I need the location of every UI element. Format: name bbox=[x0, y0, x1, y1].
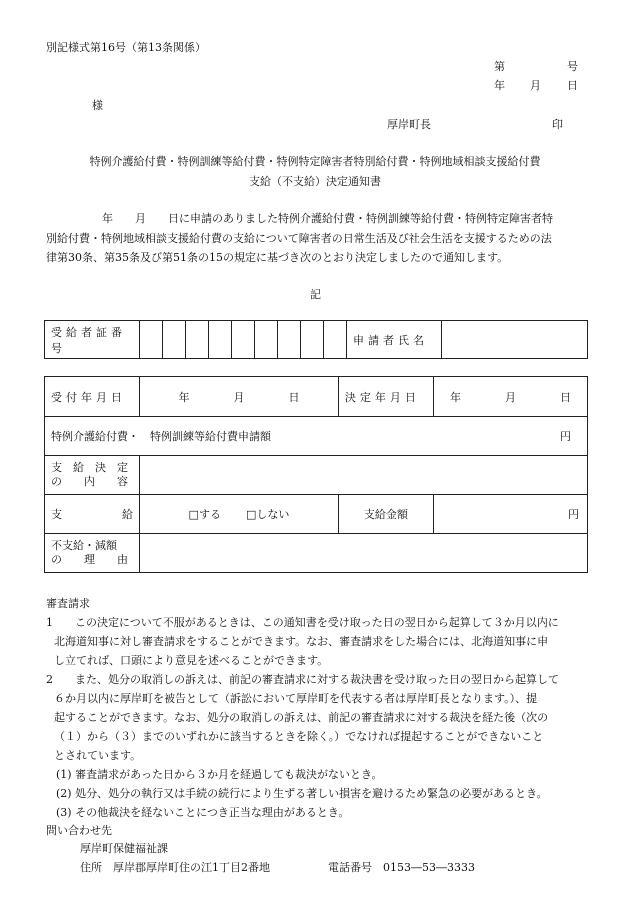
body-line-1: 年 月 日に申請のありました特例介護給付費・特例訓練等給付費・特例特定障害者特 bbox=[102, 212, 553, 225]
contact-phone: 電話番号 0153―53―3333 bbox=[328, 861, 475, 874]
decision-content-label-2: の 内 容 bbox=[51, 475, 128, 488]
appeal-heading: 審査請求 bbox=[46, 597, 90, 610]
appeal-p2-line: ６か月以内に厚岸町を被告として（訴訟において厚岸町を代表する者は厚岸町長となります。）、提 bbox=[54, 692, 538, 705]
received-date-label: 受付年月日 bbox=[45, 377, 140, 417]
date-month: 月 bbox=[530, 79, 541, 92]
body-line-2: 別給付費・特例地域相談支援給付費の支給について障害者の日常生活及び社会生活を支援するための法 bbox=[46, 232, 552, 245]
title-line-1: 特例介護給付費・特例訓練等給付費・特例特定障害者特別給付費・特例地域相談支援給付費 bbox=[89, 155, 541, 168]
applicant-table bbox=[44, 320, 588, 359]
cert-digit-9[interactable] bbox=[324, 321, 347, 359]
payment-label-b: 給 bbox=[122, 508, 133, 521]
reason-label-2: の 理 由 bbox=[51, 553, 128, 566]
payment-label bbox=[45, 495, 140, 534]
title-line-2: 支給（不支給）決定通知書 bbox=[249, 175, 381, 188]
applicant-name-field[interactable] bbox=[442, 321, 588, 359]
decision-date-value[interactable]: 年 月 日 bbox=[433, 377, 587, 417]
cert-digit-1[interactable] bbox=[140, 321, 163, 359]
payment-amount-label: 支給金額 bbox=[338, 495, 433, 534]
appeal-p2-line: （１）から（３）までのいずれかに該当するときを除く。）でなければ提起することができないこと bbox=[54, 730, 544, 743]
appeal-item: (2) 処分、処分の執行又は手続の続行により生ずる著しい損害を避けるため緊急の必要があるとき。 bbox=[56, 787, 548, 800]
decision-content-field[interactable] bbox=[140, 456, 588, 495]
addressee-sama: 様 bbox=[92, 99, 103, 112]
reason-label bbox=[45, 534, 140, 573]
cert-digit-8[interactable] bbox=[301, 321, 324, 359]
ki-heading: 記 bbox=[310, 288, 321, 301]
payment-label-a: 支 bbox=[51, 508, 62, 521]
contact-address: 住所 厚岸郡厚岸町住の江1丁目2番地 bbox=[80, 861, 270, 874]
decision-table bbox=[44, 376, 588, 573]
payment-options bbox=[140, 495, 339, 534]
appeal-p1-line: 北海道知事に対し審査請求をすることができます。なお、審査請求をした場合には、北海道知事に申 bbox=[54, 635, 549, 648]
decision-content-label-1: 支 給 決 定 bbox=[51, 461, 128, 474]
appeal-item: (1) 審査請求があった日から３か月を経過しても裁決がないとき。 bbox=[56, 768, 383, 781]
decision-content-label bbox=[45, 456, 140, 495]
cert-digit-3[interactable] bbox=[186, 321, 209, 359]
appeal-p2-line: とされています。 bbox=[54, 749, 142, 762]
cert-digit-7[interactable] bbox=[278, 321, 301, 359]
applicant-name-label: 申請者氏名 bbox=[347, 321, 442, 359]
cert-digit-6[interactable] bbox=[255, 321, 278, 359]
appeal-item: (3) その他裁決を経ないことにつき正当な理由があるとき。 bbox=[56, 806, 350, 819]
cert-number-label: 受給者証番号 bbox=[45, 321, 140, 359]
option-yes-checkbox[interactable]: □する bbox=[188, 508, 221, 521]
decision-date-label: 決定年月日 bbox=[338, 377, 433, 417]
appeal-p2-line: 2 また、処分の取消しの訴えは、前記の審査請求に対する裁決書を受け取った日の翌日から起算して bbox=[46, 673, 559, 686]
date-day: 日 bbox=[567, 79, 578, 92]
mayor-name: 厚岸町長 bbox=[387, 118, 431, 131]
date-year: 年 bbox=[494, 79, 505, 92]
appeal-p2-line: 起することができます。なお、処分の取消しの訴えは、前記の審査請求に対する裁決を経た後（次の bbox=[54, 711, 549, 724]
reason-field[interactable] bbox=[140, 534, 588, 573]
payment-amount-yen[interactable]: 円 bbox=[433, 495, 587, 534]
option-no-checkbox[interactable]: □しない bbox=[245, 508, 290, 521]
number-dai: 第 bbox=[494, 60, 505, 73]
amount-requested-label: 特例介護給付費・ 特例訓練等給付費申請額 bbox=[45, 417, 434, 456]
cert-digit-2[interactable] bbox=[163, 321, 186, 359]
contact-heading: 問い合わせ先 bbox=[46, 824, 112, 837]
appeal-p1-line: し立てれば、口頭により意見を述べることができます。 bbox=[54, 654, 329, 667]
reason-label-1: 不支給・減額 bbox=[51, 539, 117, 552]
cert-digit-4[interactable] bbox=[209, 321, 232, 359]
form-number: 別記様式第16号（第13条関係） bbox=[46, 41, 206, 54]
seal-mark: 印 bbox=[552, 118, 563, 131]
body-line-3: 律第30条、第35条及び第51条の15の規定に基づき次のとおり決定しましたので通知します。 bbox=[46, 251, 509, 264]
appeal-p1-line: 1 この決定について不服があるときは、この通知書を受け取った日の翌日から起算して３か月以内に bbox=[46, 616, 559, 629]
amount-requested-yen[interactable]: 円 bbox=[433, 417, 587, 456]
number-go: 号 bbox=[567, 60, 578, 73]
contact-department: 厚岸町保健福祉課 bbox=[80, 842, 168, 855]
received-date-value[interactable]: 年 月 日 bbox=[140, 377, 339, 417]
cert-digit-5[interactable] bbox=[232, 321, 255, 359]
